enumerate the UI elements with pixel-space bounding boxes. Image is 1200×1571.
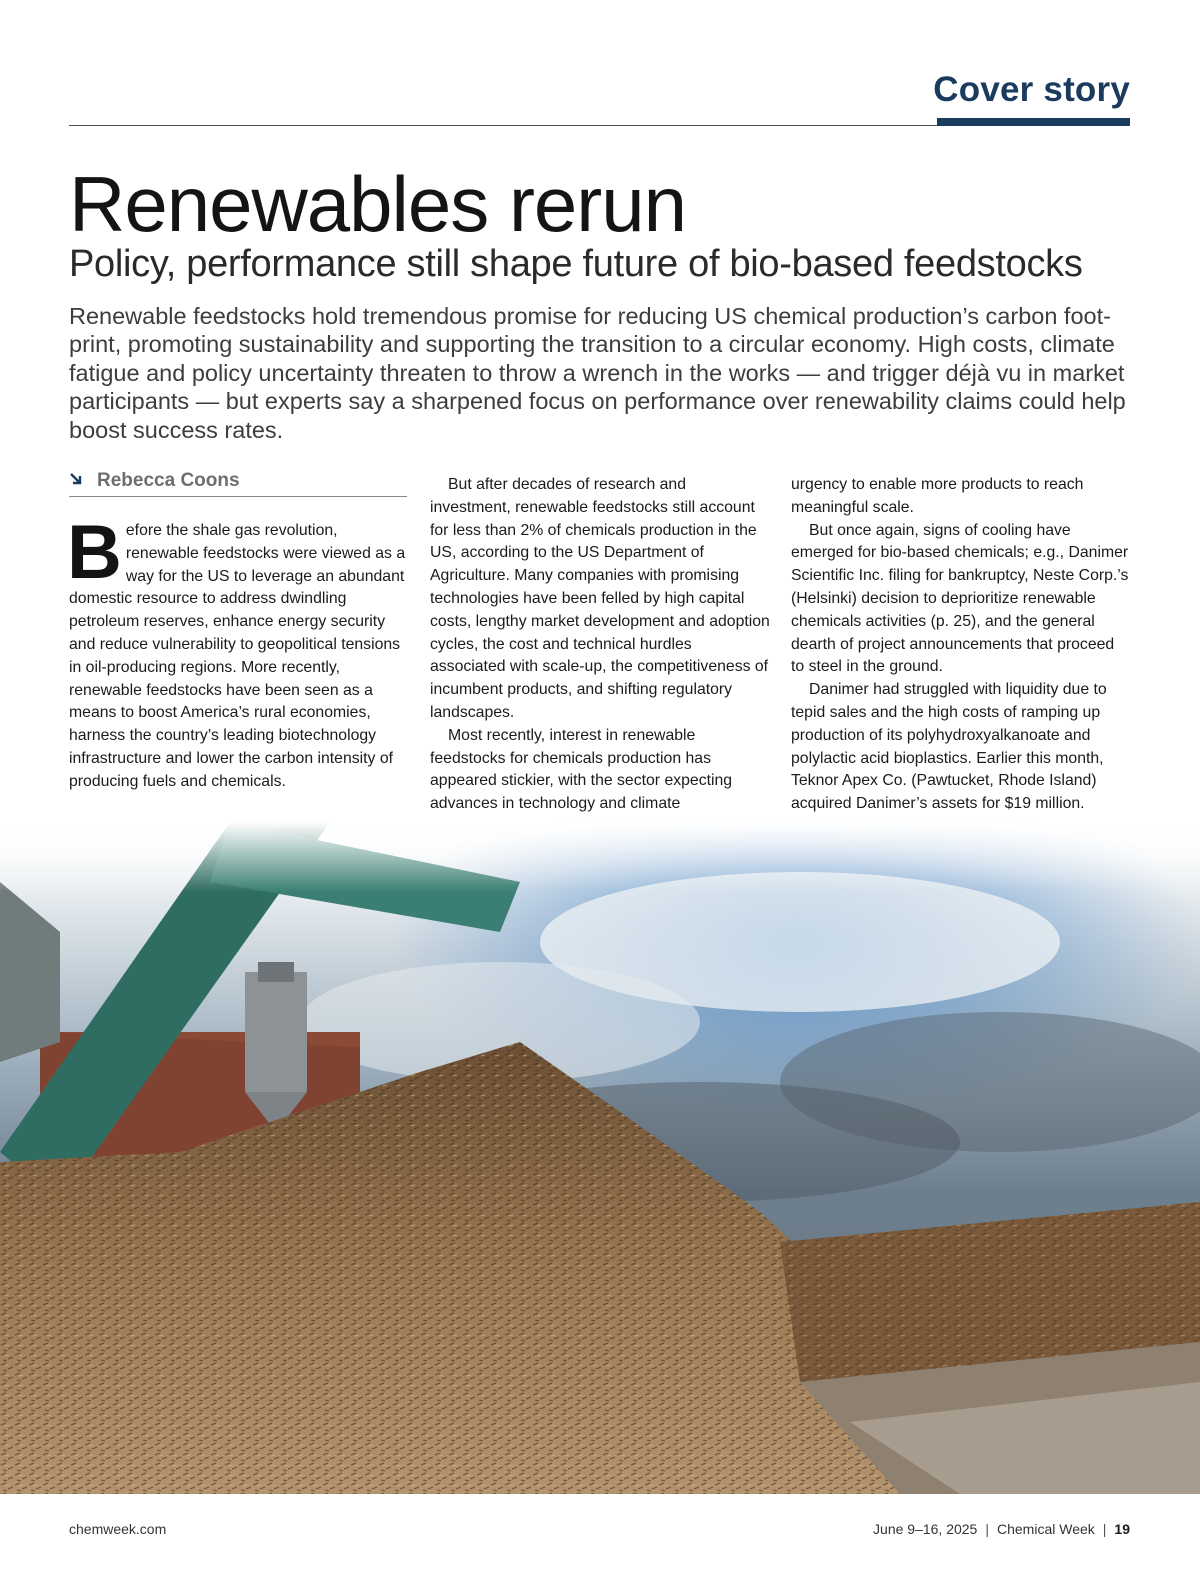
cover-photo: [0, 822, 1200, 1494]
paragraph: But after decades of research and investment, renewable feedstocks still account for less than 2% of chemicals production in the US, according to the US Department of Agriculture. Many companies with promising technologies have been felled by high capital costs, lengthy market development and adoption cycles, the cost and technical hurdles associated with scale-up, the competitiveness of incumbent products, and shifting regulatory landscapes.: [430, 476, 770, 721]
deck-line: Renewable feedstocks hold tremendous promise for reducing US chemical production’s carbon foot-: [69, 303, 1111, 329]
deck-line: print, promoting sustainability and supporting the transition to a circular economy. High costs, climate: [69, 331, 1115, 358]
deck-line: boost success rates.: [69, 416, 284, 443]
deck-line: participants — but experts say a sharpened focus on performance over renewability claims could help: [69, 388, 1126, 415]
deck-line: fatigue and policy uncertainty threaten to throw a wrench in the works — and trigger déjà vu in market: [69, 359, 1125, 386]
issue-date: June 9–16, 2025: [873, 1521, 978, 1537]
byline-author: Rebecca Coons: [97, 470, 240, 491]
subhead: Policy, performance still shape future of bio-based feedstocks: [69, 243, 1083, 285]
paragraph: [67, 510, 409, 794]
column-3: [791, 474, 1131, 816]
footer-info: June 9–16, 2025 | Chemical Week | 19: [873, 1521, 1130, 1537]
paragraph: But once again, signs of cooling have emerged for bio-based chemicals; e.g., Danimer Scientific Inc. filing for bankruptcy, Neste Corp.’s (Helsinki) decision to deprioritize renewable chemicals activities (p. 25), and the general dearth of project announcements that proceed to steel in the ground.: [791, 521, 1129, 676]
column-2: [430, 474, 770, 816]
paragraph: urgency to enable more products to reach meaningful scale.: [791, 476, 1084, 516]
arrow-down-right-icon: [69, 471, 97, 491]
deck: [69, 302, 1131, 444]
byline: [69, 470, 407, 497]
header-rule-accent: [937, 118, 1130, 126]
paragraph: Danimer had struggled with liquidity due to tepid sales and the high costs of ramping up production of its polyhydroxyalkanoate and polylactic acid bioplastics. Earlier this month, Teknor Apex Co. (Pawtucket, Rhode Island) acquired Danimer’s assets for $19 million.: [791, 681, 1107, 813]
section-label: Cover story: [933, 70, 1130, 109]
headline: Renewables rerun: [69, 160, 687, 248]
publication-name: Chemical Week: [997, 1521, 1095, 1537]
drop-cap: B: [67, 510, 122, 595]
page-number: 19: [1114, 1521, 1130, 1537]
footer-site: chemweek.com: [69, 1521, 167, 1537]
paragraph: Most recently, interest in renewable feedstocks for chemicals production has appeared stickier, with the sector expecting advances in technology and climate: [430, 726, 733, 813]
column-1: [67, 510, 409, 794]
paragraph-text: efore the shale gas revolution, renewable feedstocks were viewed as a way for the US to leverage an abundant domestic resource to address dwindling petroleum reserves, enhance energy security and reduce vulnerability to geopolitical tensions in oil-producing regions. More recently, renewable feedstocks have been seen as a means to boost America’s rural economies, harness the country’s leading biotechnology infrastructure and lower the carbon intensity of producing fuels and chemicals.: [69, 522, 406, 790]
